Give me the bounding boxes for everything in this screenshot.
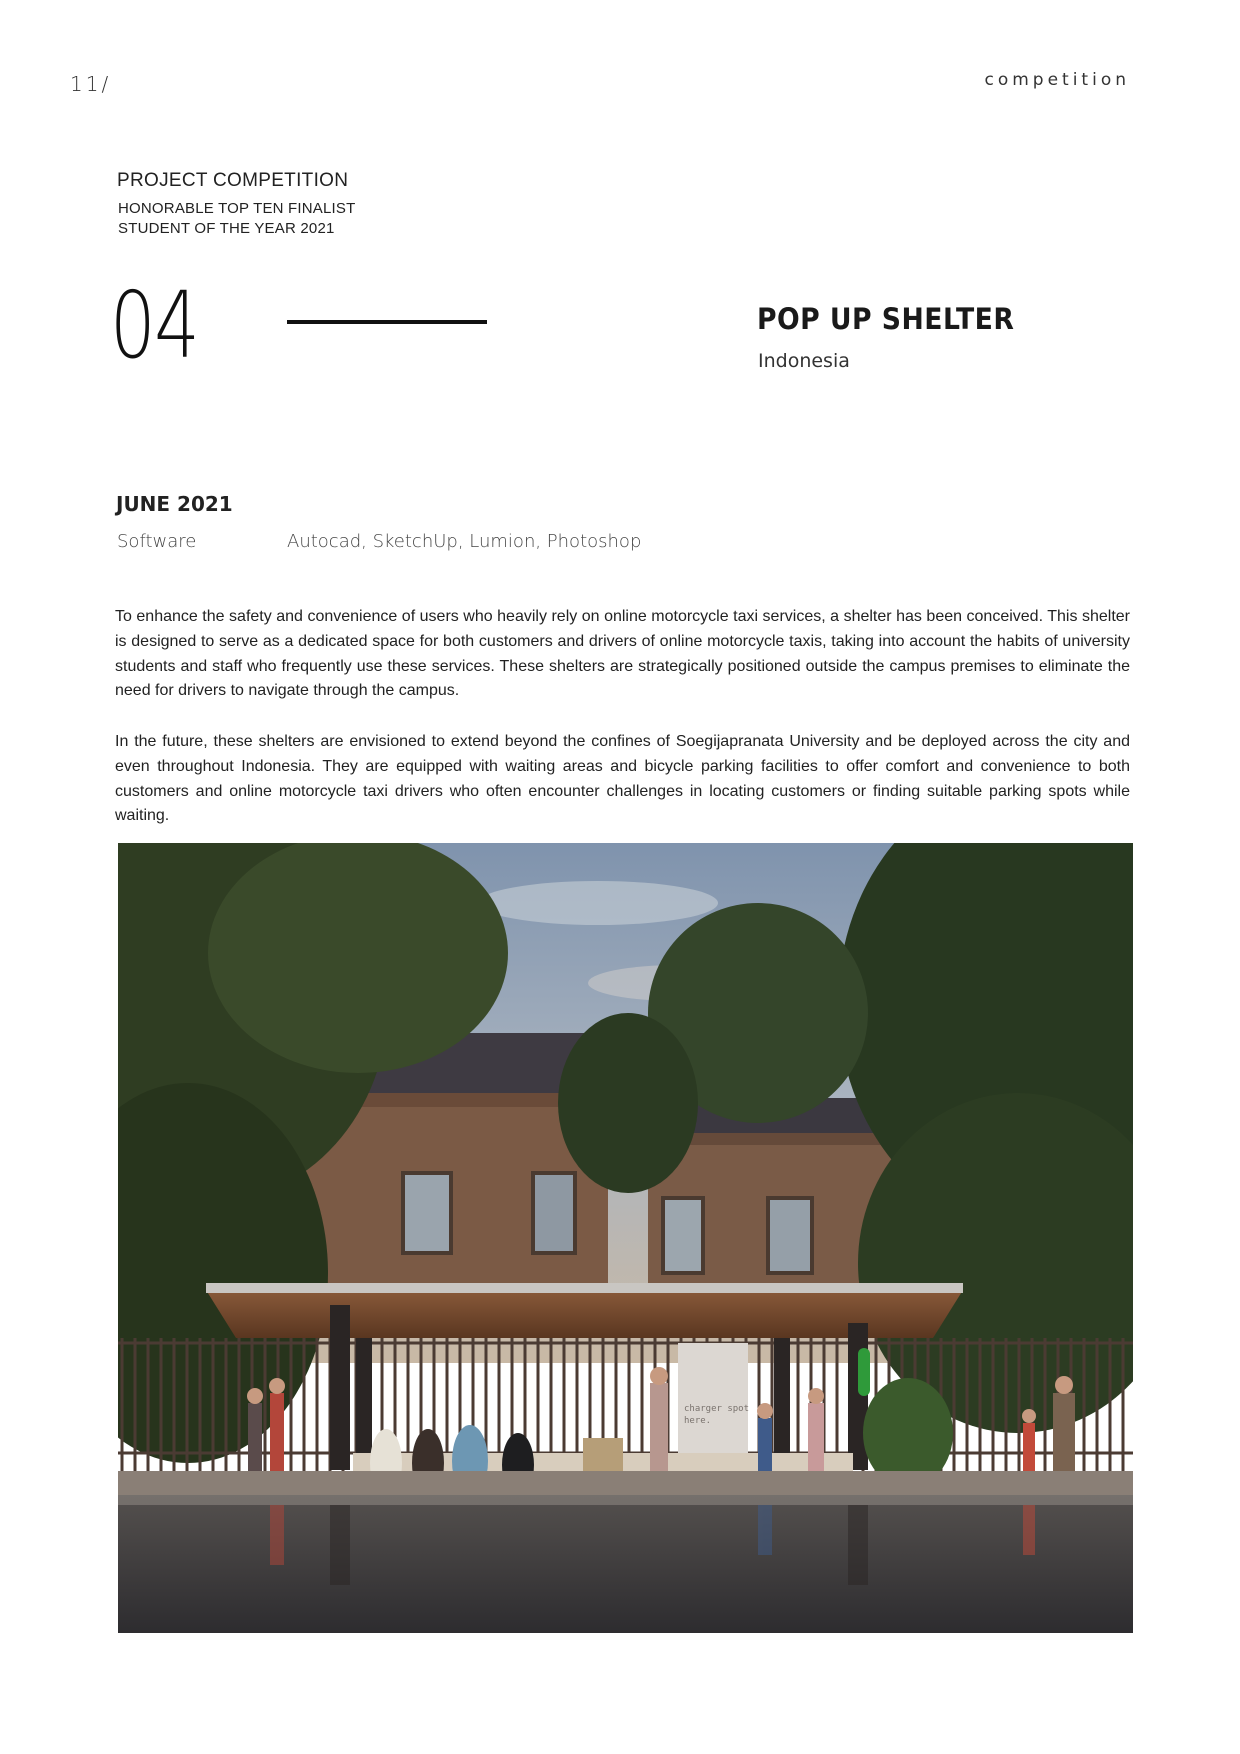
charger-sign-text: charger spot [684,1404,750,1414]
project-date: JUNE 2021 [116,492,233,516]
description-paragraph: In the future, these shelters are envisioned to extend beyond the confines of Soegijapranata University and be deployed across the city and even throughout Indonesia. They are equipped with waiting areas and bicycle parking facilities to offer comfort and convenience to both customers and online motorcycle taxi drivers who often encounter challenges in locating customers or finding suitable parking spots while waiting. [115,733,1130,825]
page-number: 11/ [70,72,112,96]
section-label: competition [984,70,1130,90]
project-render-image [118,843,1133,1633]
award-line: HONORABLE TOP TEN FINALIST [118,200,356,217]
award-line: STUDENT OF THE YEAR 2021 [118,220,335,237]
divider-rule [287,320,487,324]
software-label: Software [117,531,197,552]
project-number: 04 [110,272,199,379]
pavement [118,1471,1133,1495]
charger-sign-text: here. [684,1416,712,1426]
software-value: Autocad, SketchUp, Lumion, Photoshop [287,531,642,552]
description-paragraph: To enhance the safety and convenience of users who heavily rely on online motorcycle taxi services, a shelter has been conceived. This shelter is designed to serve as a dedicated space for both customers and drivers of online motorcycle taxis, taking into account the habits of university students and staff who frequently use these services. These shelters are strategically positioned outside the campus premises to eliminate the need for drivers to navigate through the campus. [115,608,1130,700]
project-location: Indonesia [758,350,850,372]
project-title: POP UP SHELTER [757,302,1015,336]
competition-title: PROJECT COMPETITION [117,170,349,191]
